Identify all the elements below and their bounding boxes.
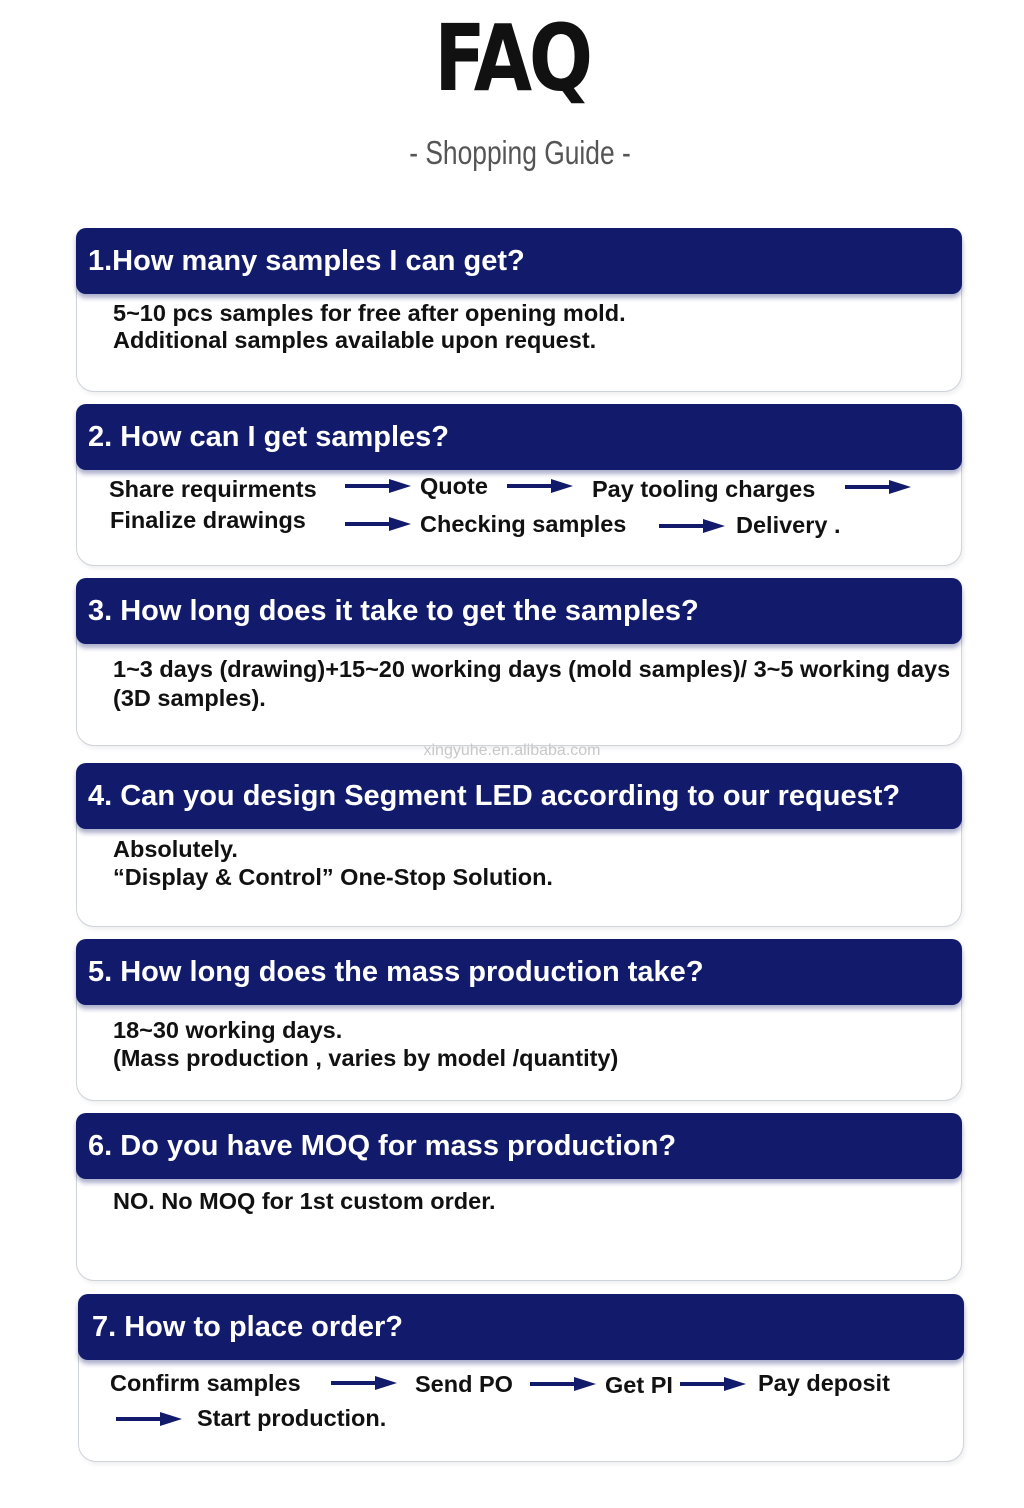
page-subtitle: - Shopping Guide -: [409, 134, 631, 171]
faq-card-2: [76, 404, 962, 566]
faq-card-3: [76, 578, 962, 746]
arrow-right-icon: [530, 1377, 596, 1391]
arrow-right-icon: [659, 519, 725, 533]
faq-question-7: 7. How to place order?: [78, 1294, 964, 1360]
arrow-right-icon: [331, 1376, 397, 1390]
step-finalize-drawings: Finalize drawings: [110, 507, 306, 533]
step-share-requirements: Share requirments: [109, 476, 317, 502]
faq-question-6: 6. Do you have MOQ for mass production?: [76, 1113, 962, 1179]
step-pay-tooling-charges: Pay tooling charges: [592, 476, 816, 502]
faq-card-6: [76, 1113, 962, 1281]
faq-card-4: [76, 763, 962, 927]
faq-answer-1-line-1: 5~10 pcs samples for free after opening mold.: [113, 300, 626, 326]
faq-answer-5-line-2: (Mass production , varies by model /quantity): [113, 1045, 619, 1071]
faq-answer-5-line-1: 18~30 working days.: [113, 1017, 343, 1043]
arrow-right-icon: [507, 479, 573, 493]
faq-card-7: [78, 1294, 964, 1462]
faq-answer-1-line-2: Additional samples available upon request.: [113, 327, 597, 353]
faq-card-5: [76, 939, 962, 1101]
page-title: FAQ: [434, 5, 590, 112]
step-start-production: Start production.: [197, 1405, 387, 1431]
faq-card-1: [76, 228, 962, 392]
arrow-right-icon: [345, 517, 411, 531]
step-delivery: Delivery .: [736, 512, 841, 538]
watermark: xingyuhe.en.alibaba.com: [423, 742, 601, 759]
arrow-right-icon: [845, 480, 911, 494]
step-get-pi: Get PI: [605, 1372, 673, 1398]
faq-answer-6: NO. No MOQ for 1st custom order.: [113, 1188, 496, 1214]
faq-question-2: 2. How can I get samples?: [76, 404, 962, 470]
step-confirm-samples: Confirm samples: [110, 1370, 301, 1396]
faq-question-1: 1.How many samples I can get?: [76, 228, 962, 294]
step-send-po: Send PO: [415, 1371, 513, 1397]
faq-answer-4-line-2: “Display & Control” One-Stop Solution.: [113, 864, 553, 890]
step-quote: Quote: [420, 473, 488, 499]
step-pay-deposit: Pay deposit: [758, 1370, 890, 1396]
faq-question-3: 3. How long does it take to get the samples?: [76, 578, 962, 644]
arrow-right-icon: [345, 479, 411, 493]
step-checking-samples: Checking samples: [420, 511, 627, 537]
faq-question-5: 5. How long does the mass production take?: [76, 939, 962, 1005]
arrow-right-icon: [116, 1412, 182, 1426]
faq-answer-3: 1~3 days (drawing)+15~20 working days (mold samples)/ 3~5 working days (3D samples).: [113, 656, 951, 711]
arrow-right-icon: [680, 1377, 746, 1391]
faq-question-4: 4. Can you design Segment LED according to our request?: [76, 763, 962, 829]
faq-answer-4-line-1: Absolutely.: [113, 836, 238, 862]
